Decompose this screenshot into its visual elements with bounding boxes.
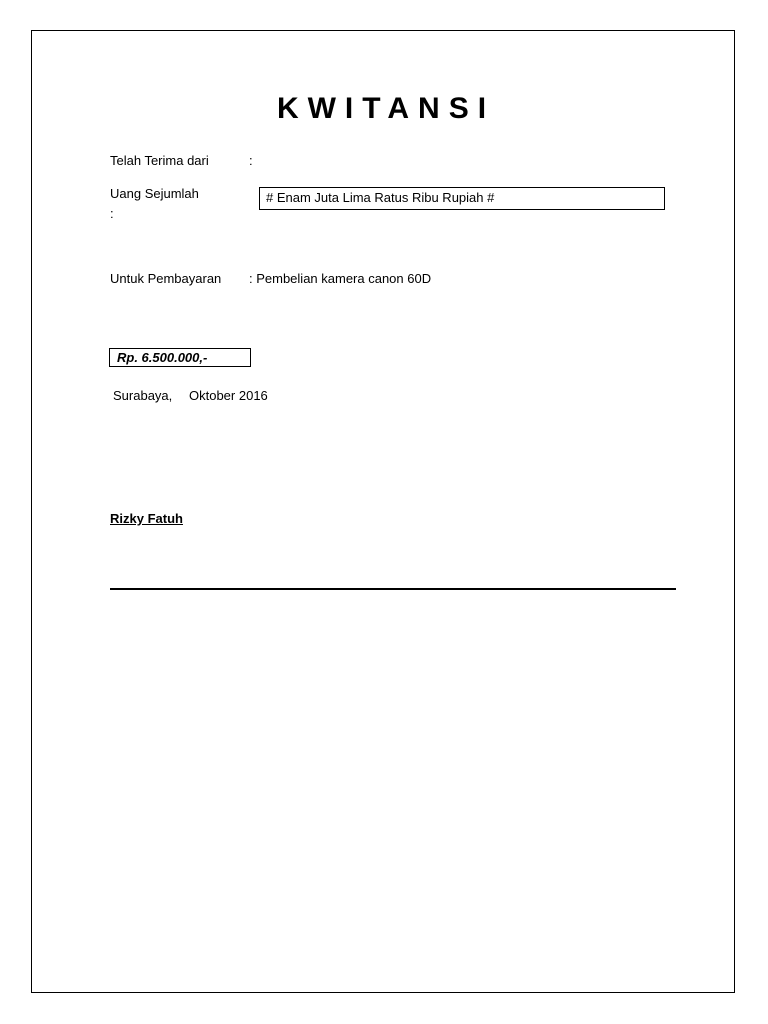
place-text: Surabaya,: [113, 388, 173, 403]
amount-in-words-separator: :: [110, 206, 114, 221]
received-from-separator: :: [249, 153, 253, 168]
received-from-label: Telah Terima dari: [110, 153, 209, 168]
amount-in-words-label: Uang Sejumlah: [110, 186, 199, 201]
amount-total-box: Rp. 6.500.000,-: [109, 348, 251, 367]
payment-for-label: Untuk Pembayaran: [110, 271, 222, 286]
date-text: Oktober 2016: [189, 388, 268, 403]
amount-in-words-box: # Enam Juta Lima Ratus Ribu Rupiah #: [259, 187, 665, 210]
signer-name: Rizky Fatuh: [110, 511, 183, 526]
receipt-title: KWITANSI: [276, 92, 496, 125]
payment-for-value: : Pembelian kamera canon 60D: [249, 271, 432, 286]
signature-line: [110, 588, 676, 590]
